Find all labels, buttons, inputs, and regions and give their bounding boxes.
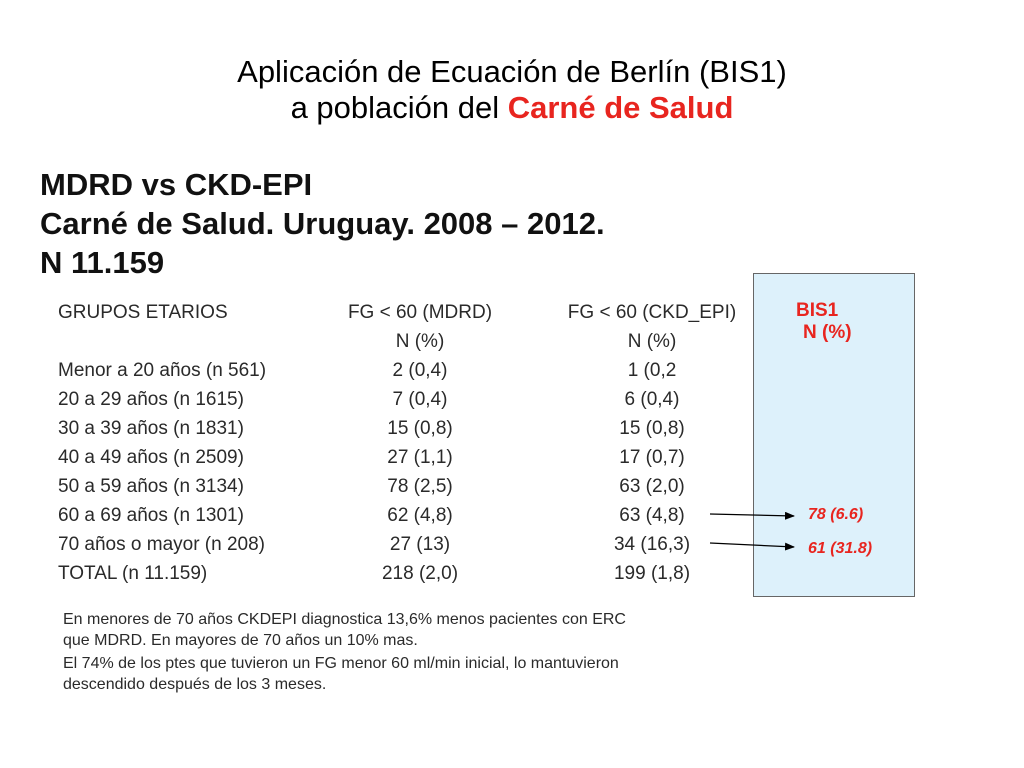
table-header-age-groups: GRUPOS ETARIOS <box>58 302 228 323</box>
bis1-value-60-69: 78 (6.6) <box>808 506 864 523</box>
table-cell-group: 20 a 29 años (n 1615) <box>58 389 244 410</box>
table-subheader-mdrd: N (%) <box>395 331 445 352</box>
table-header-ckd-epi: FG < 60 (CKD_EPI) <box>567 302 737 323</box>
slide-title <box>0 54 1024 126</box>
table-cell-group: 50 a 59 años (n 3134) <box>58 476 244 497</box>
table-cell-ckd-epi: 6 (0,4) <box>624 389 680 410</box>
table-cell-group: 40 a 49 años (n 2509) <box>58 447 244 468</box>
note-line-3: El 74% de los ptes que tuvieron un FG menor 60 ml/min inicial, lo mantuvieron <box>63 655 619 672</box>
table-cell-mdrd: 62 (4,8) <box>387 505 453 526</box>
table-cell-mdrd: 15 (0,8) <box>387 418 453 439</box>
table-heading-line-1: MDRD vs CKD-EPI <box>40 167 313 202</box>
table-heading-line-3: N 11.159 <box>40 245 165 280</box>
table-header-mdrd: FG < 60 (MDRD) <box>347 302 493 323</box>
table-cell-ckd-epi: 17 (0,7) <box>619 447 685 468</box>
slide-title-highlight: Carné de Salud <box>507 90 734 125</box>
bis1-subtitle: N (%) <box>803 322 852 343</box>
note-line-1: En menores de 70 años CKDEPI diagnostica 13,6% menos pacientes con ERC <box>63 611 626 628</box>
table-cell-mdrd: 27 (1,1) <box>387 447 453 468</box>
table-cell-mdrd: 78 (2,5) <box>387 476 453 497</box>
table-cell-group: 60 a 69 años (n 1301) <box>58 505 244 526</box>
table-cell-ckd-epi: 199 (1,8) <box>613 563 691 584</box>
table-cell-mdrd: 27 (13) <box>389 534 451 555</box>
table-cell-group: TOTAL (n 11.159) <box>58 563 208 584</box>
table-cell-mdrd: 2 (0,4) <box>392 360 448 381</box>
table-cell-ckd-epi: 34 (16,3) <box>613 534 691 555</box>
table-subheader-ckd-epi: N (%) <box>627 331 677 352</box>
table-cell-ckd-epi: 1 (0,2 <box>627 360 677 381</box>
slide-title-prefix: a población del <box>290 90 508 125</box>
table-cell-group: 30 a 39 años (n 1831) <box>58 418 244 439</box>
note-line-2: que MDRD. En mayores de 70 años un 10% mas. <box>63 632 418 649</box>
bis1-value-70-plus: 61 (31.8) <box>808 540 873 557</box>
table-cell-ckd-epi: 63 (4,8) <box>619 505 685 526</box>
table-cell-mdrd: 7 (0,4) <box>392 389 448 410</box>
table-cell-mdrd: 218 (2,0) <box>381 563 459 584</box>
table-cell-ckd-epi: 15 (0,8) <box>619 418 685 439</box>
table-cell-group: 70 años o mayor (n 208) <box>58 534 266 555</box>
bis1-title: BIS1 <box>796 300 839 321</box>
note-line-4: descendido después de los 3 meses. <box>63 676 327 693</box>
table-cell-ckd-epi: 63 (2,0) <box>619 476 685 497</box>
slide-title-line-1: Aplicación de Ecuación de Berlín (BIS1) <box>237 54 787 89</box>
slide-title-line-2 <box>0 90 1024 126</box>
table-cell-group: Menor a 20 años (n 561) <box>58 360 267 381</box>
table-heading-line-2: Carné de Salud. Uruguay. 2008 – 2012. <box>40 206 605 241</box>
